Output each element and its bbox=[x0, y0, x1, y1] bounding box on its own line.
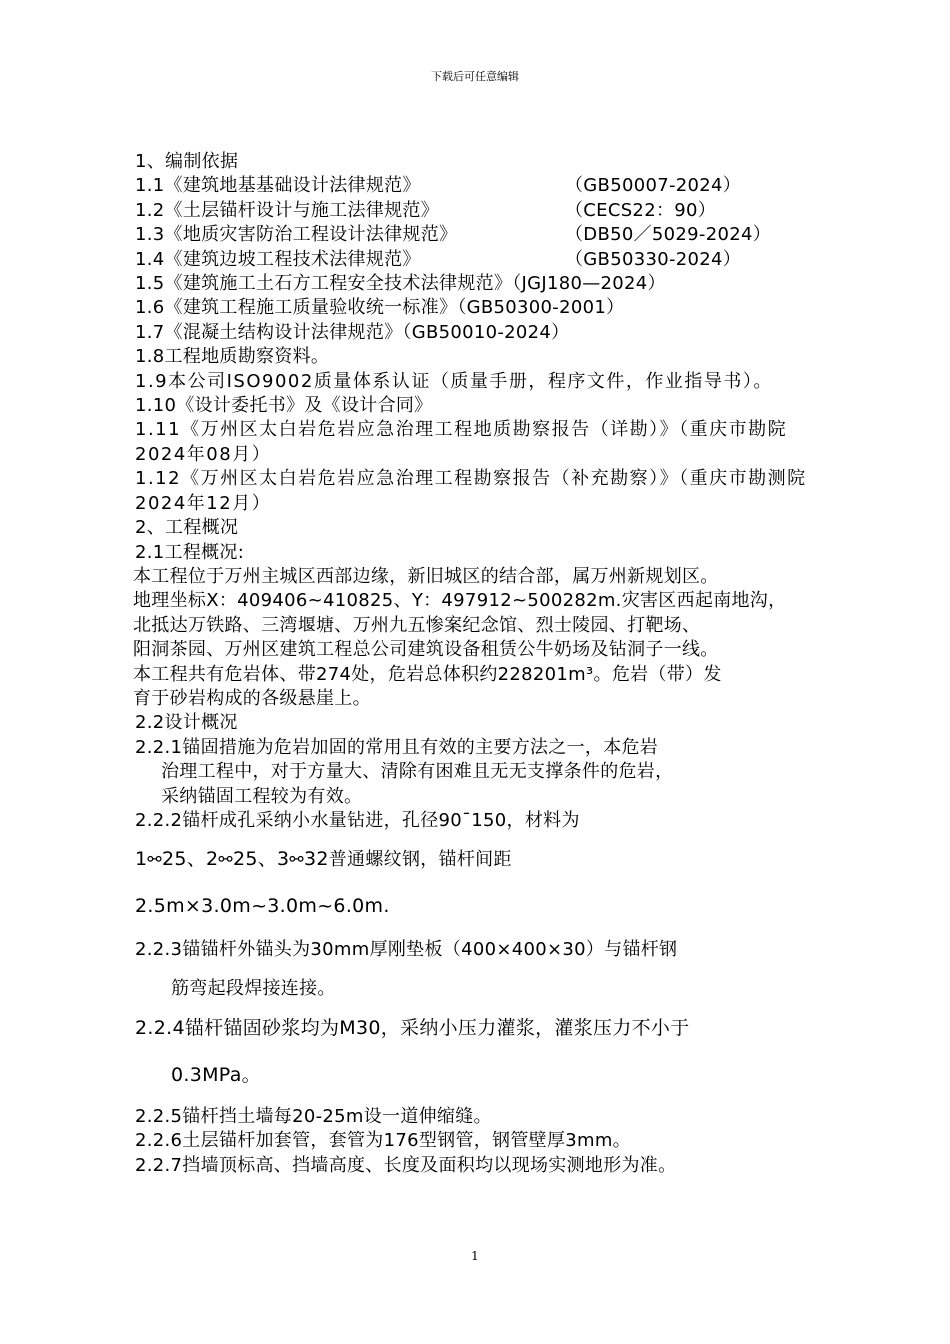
page-number: 1 bbox=[471, 1249, 479, 1263]
section-2-title: 2、工程概况 bbox=[135, 517, 239, 539]
steel-label: 25、3 bbox=[232, 848, 290, 871]
ref-1-12: 1.12《万州区太白岩危岩应急治理工程勘察报告（补充勘察）》（重庆市勘测院2024年12月） bbox=[135, 468, 807, 514]
ref-1-9: 1.9本公司ISO9002质量体系认证（质量手册，程序文件，作业指导书）。 bbox=[135, 370, 773, 392]
para-2-2-7: 2.2.7挡墙顶标高、挡墙高度、长度及面积均以现场实测地形为准。 bbox=[135, 1154, 677, 1176]
ref-1-8: 1.8工程地质勘察资料。 bbox=[135, 346, 330, 368]
para-2-2-2-spacing: 2.5m×3.0m~3.0m~6.0m. bbox=[135, 894, 390, 917]
para-2-2-1-line: 2.2.1锚固措施为危岩加固的常用且有效的主要方法之一，本危岩 bbox=[135, 736, 659, 758]
para-2-2-4: 2.2.4锚杆锚固砂浆均为M30，采纳小压力灌浆，灌浆压力不小于 bbox=[135, 1017, 690, 1039]
ref-1-7: 1.7《混凝土结构设计法律规范》（GB50010-2024） bbox=[135, 321, 570, 343]
para-2-2-1-line: 采纳锚固工程较为有效。 bbox=[161, 785, 363, 807]
ref-1-11: 1.11《万州区太白岩危岩应急治理工程地质勘察报告（详勘）》（重庆市勘院2024年08月） bbox=[135, 419, 788, 465]
ref-1-3 bbox=[135, 223, 835, 247]
section-1-title: 1、编制依据 bbox=[135, 151, 239, 172]
para-2-2-1-line: 治理工程中，对于方量大、清除有困难且无无支撑条件的危岩， bbox=[161, 761, 674, 783]
document-body bbox=[135, 150, 835, 1178]
ref-code: （GB50330-2024） bbox=[565, 248, 742, 270]
ref-title: 1.1《建筑地基基础设计法律规范》 bbox=[135, 175, 421, 197]
section-2-1-title: 2.1工程概况: bbox=[135, 541, 245, 563]
rebar-symbol-icon: ⚯ bbox=[147, 850, 162, 871]
ref-1-6: 1.6《建筑工程施工质量验收统一标准》（GB50300-2001） bbox=[135, 297, 625, 319]
overview-line: 本工程共有危岩体、带274处，危岩总体积约228201m³。危岩（带）发 bbox=[133, 663, 722, 685]
para-2-2-3: 2.2.3锚锚杆外锚头为30mm厚刚垫板（400×400×30）与锚杆钢 bbox=[135, 939, 678, 961]
overview-line: 北抵达万铁路、三湾堰塘、万州九五惨案纪念馆、烈士陵园、打靶场、 bbox=[133, 614, 701, 636]
steel-label: 32 bbox=[303, 848, 329, 871]
ref-code: （CECS22：90） bbox=[565, 199, 717, 221]
steel-label: 1 bbox=[135, 848, 148, 871]
page-header: 下载后可任意编辑 bbox=[431, 70, 519, 83]
ref-1-10: 1.10《设计委托书》及《设计合同》 bbox=[135, 395, 433, 417]
overview-line: 阳洞茶园、万州区建筑工程总公司建筑设备租赁公牛奶场及钻洞子一线。 bbox=[133, 639, 719, 661]
ref-title: 1.3《地质灾害防治工程设计法律规范》 bbox=[135, 224, 458, 246]
ref-1-1 bbox=[135, 174, 835, 198]
ref-1-2 bbox=[135, 199, 835, 223]
rebar-symbol-icon: ⚯ bbox=[218, 850, 233, 871]
para-2-2-2-steel bbox=[135, 847, 835, 872]
ref-1-5: 1.5《建筑施工土石方工程安全技术法律规范》（JGJ180—2024） bbox=[135, 273, 666, 295]
overview-line: 育于砂岩构成的各级悬崖上。 bbox=[133, 687, 371, 709]
para-2-2-4-cont: 0.3MPa。 bbox=[171, 1064, 261, 1087]
ref-code: （DB50／5029-2024） bbox=[565, 224, 772, 246]
overview-paragraph bbox=[133, 565, 835, 711]
ref-title: 1.2《土层锚杆设计与施工法律规范》 bbox=[135, 199, 440, 221]
rebar-symbol-icon: ⚯ bbox=[289, 850, 304, 871]
section-2-2-title: 2.2设计概况 bbox=[135, 712, 238, 734]
para-2-2-5: 2.2.5锚杆挡土墙每20-25m设一道伸缩缝。 bbox=[135, 1105, 492, 1127]
overview-line: 地理坐标X：409406~410825、Y：497912~500282m.灾害区西起南地沟， bbox=[133, 590, 787, 612]
steel-label: 25、2 bbox=[161, 848, 219, 871]
para-2-2-2: 2.2.2锚杆成孔采纳小水量钻进，孔径90¯150，材料为 bbox=[135, 809, 580, 831]
para-2-2-3-cont: 筋弯起段焊接连接。 bbox=[171, 977, 336, 999]
ref-1-4 bbox=[135, 248, 835, 272]
para-2-2-6: 2.2.6土层锚杆加套管，套管为176型钢管，钢管壁厚3mm。 bbox=[135, 1130, 631, 1152]
ref-code: （GB50007-2024） bbox=[565, 175, 742, 197]
ref-title: 1.4《建筑边坡工程技术法律规范》 bbox=[135, 248, 421, 270]
overview-line: 本工程位于万州主城区西部边缘，新旧城区的结合部，属万州新规划区。 bbox=[133, 565, 719, 587]
steel-label: 普通螺纹钢，锚杆间距 bbox=[328, 849, 512, 871]
